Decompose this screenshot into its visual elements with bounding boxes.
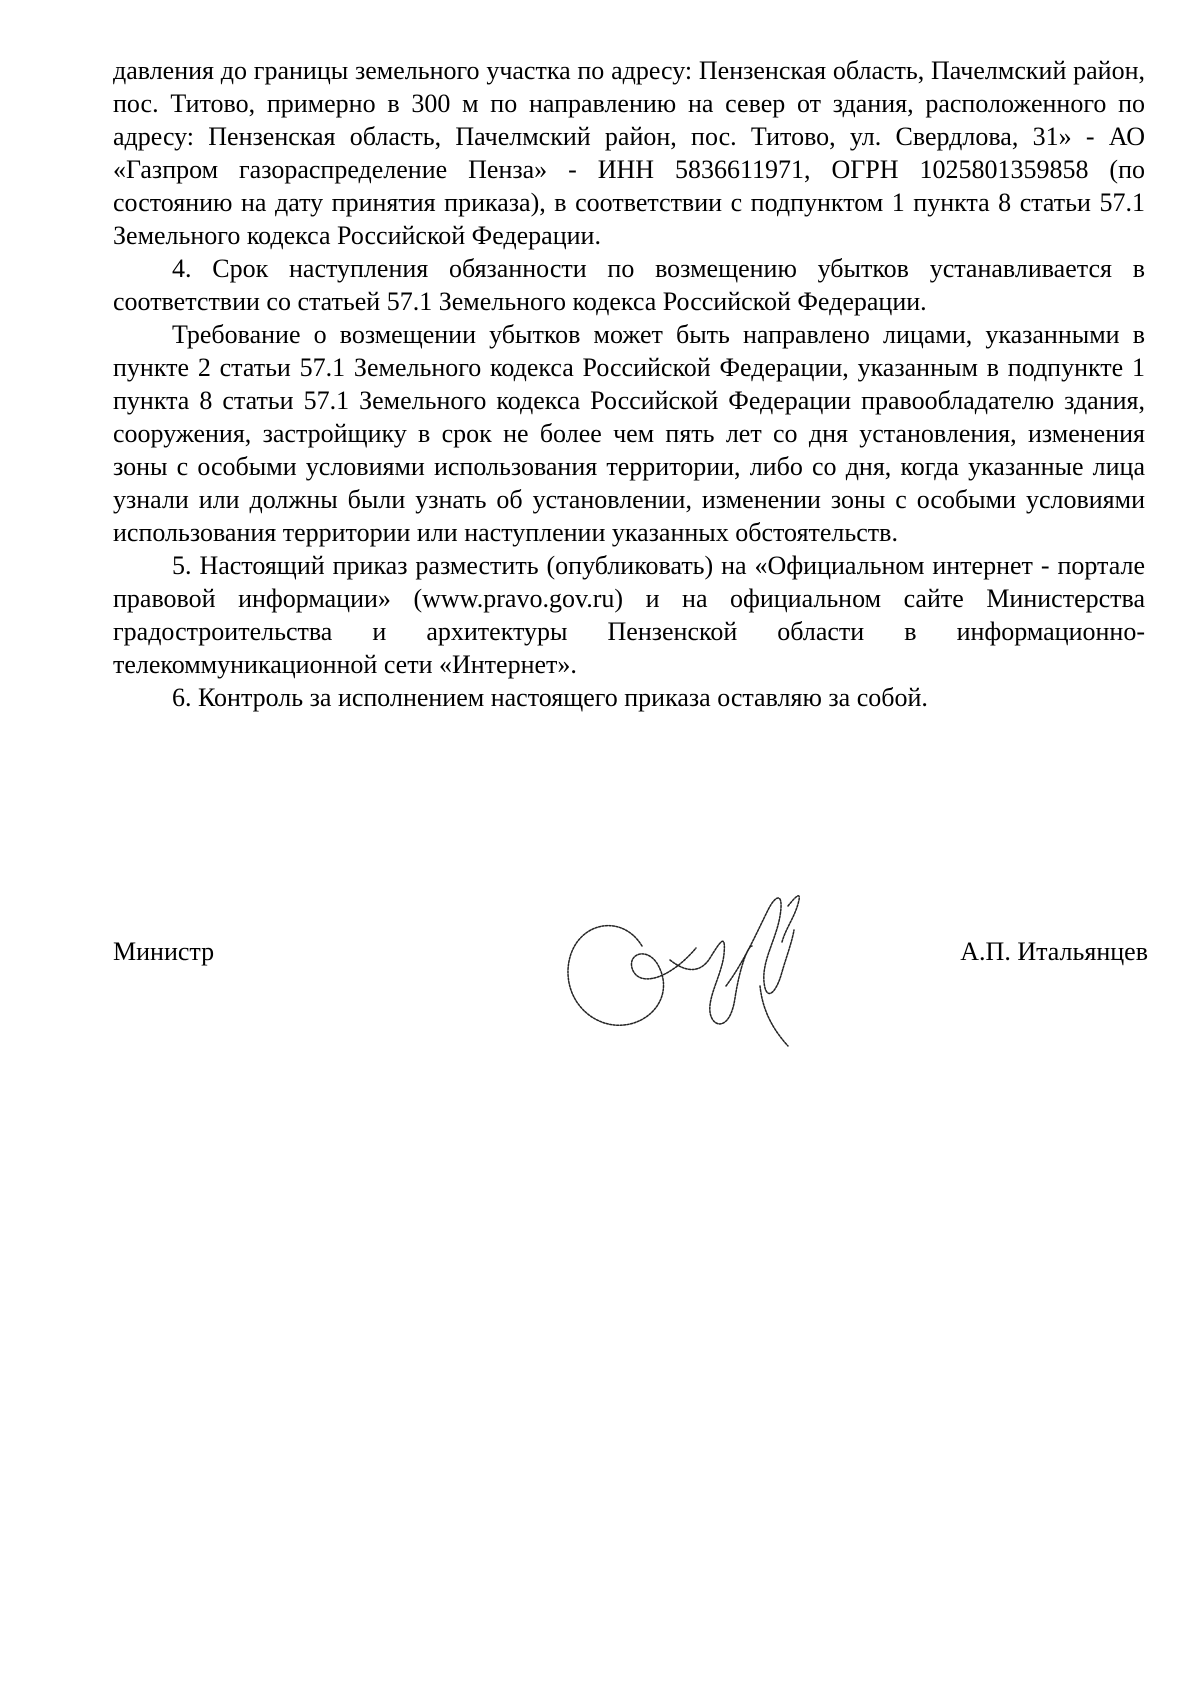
signer-position: Министр <box>113 937 215 966</box>
handwritten-signature-image <box>550 862 820 1052</box>
paragraph-continuation: давления до границы земельного участка по адресу: Пензенская область, Пачелмский район, пос. Титово, примерно в 300 м по направлению на север от здания, расположенного по адресу: Пензенская область, Пачелмский район, пос. Титово, ул. Свердлова, 31» - АО «Газпром газораспределение Пенза» - ИНН 5836611971, ОГРН 1025801359858 (по состоянию на дату принятия приказа), в соответствии с подпунктом 1 пункта 8 статьи 57.1 Земельного кодекса Российской Федерации. <box>113 56 1145 250</box>
signature-stroke-accent <box>782 896 799 942</box>
signature-stroke-right <box>726 898 794 993</box>
paragraph-item-5: 5. Настоящий приказ разместить (опубликовать) на «Официальном интернет - портале правовой информации» (www.pravo.gov.ru) и на официальном сайте Министерства градостроительства и архитектуры Пензенской области в информационно-телекоммуникационной сети «Интернет». <box>113 551 1145 679</box>
document-body <box>113 54 1145 714</box>
signature-stroke-tail <box>760 986 788 1046</box>
paragraph-item-6: 6. Контроль за исполнением настоящего приказа оставляю за собой. <box>172 683 928 712</box>
signature-stroke-middle <box>670 941 752 1024</box>
signature-stroke-loop <box>568 926 696 1026</box>
paragraph-item-4: 4. Срок наступления обязанности по возмещению убытков устанавливается в соответствии со статьей 57.1 Земельного кодекса Российской Федерации. <box>113 254 1145 316</box>
signer-name: А.П. Итальянцев <box>960 937 1148 966</box>
paragraph-claim-requirement: Требование о возмещении убытков может быть направлено лицами, указанными в пункте 2 статьи 57.1 Земельного кодекса Российской Федерации, указанным в подпункте 1 пункта 8 статьи 57.1 Земельного кодекса Российской Федерации правообладателю здания, сооружения, застройщику в срок не более чем пять лет со дня установления, изменения зоны с особыми условиями использования территории, либо со дня, когда указанные лица узнали или должны были узнать об установлении, изменении зоны с особыми условиями использования территории или наступлении указанных обстоятельств. <box>113 320 1145 547</box>
